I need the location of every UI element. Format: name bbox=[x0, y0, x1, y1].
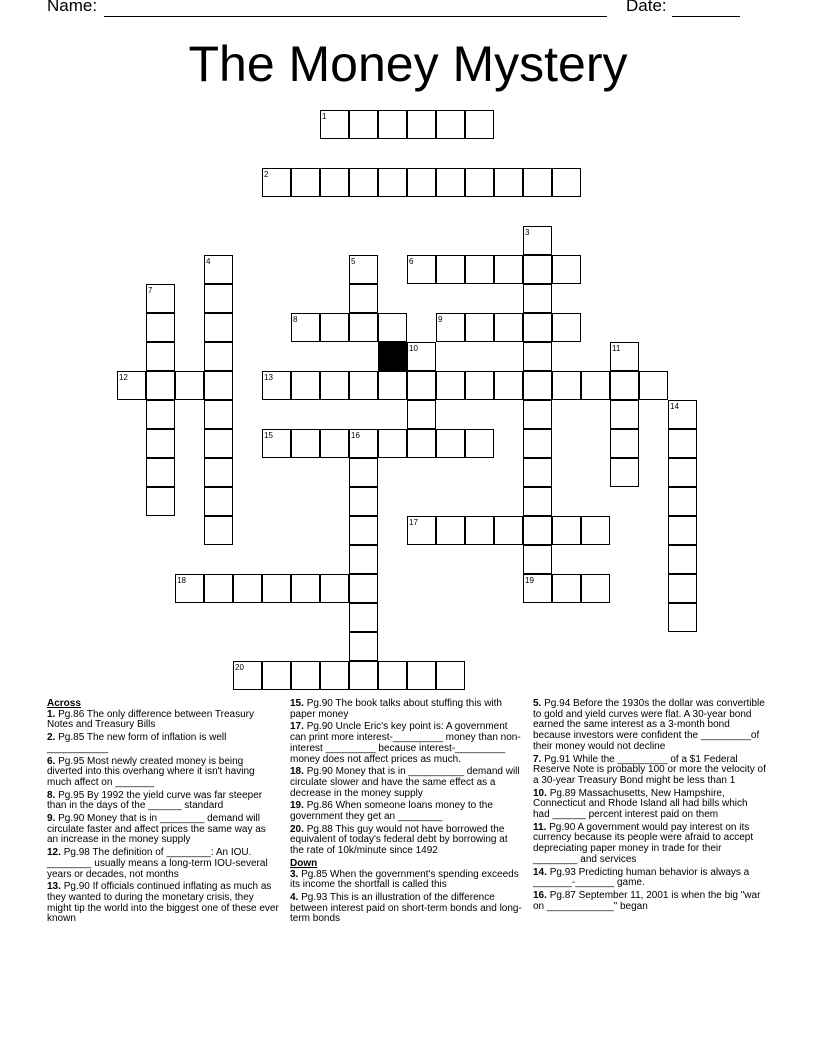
cell-number: 5 bbox=[351, 257, 356, 266]
clue-item bbox=[47, 710, 279, 731]
grid-cell[interactable] bbox=[639, 371, 668, 400]
clue-item bbox=[533, 755, 767, 787]
grid-cell[interactable] bbox=[320, 661, 349, 690]
grid-cell[interactable] bbox=[523, 255, 552, 284]
cell-number: 2 bbox=[264, 170, 269, 179]
grid-cell[interactable] bbox=[581, 574, 610, 603]
grid-cell[interactable] bbox=[349, 458, 378, 487]
grid-cell[interactable] bbox=[581, 371, 610, 400]
grid-cell[interactable] bbox=[494, 516, 523, 545]
down-heading: Down bbox=[290, 857, 318, 869]
grid-cell[interactable] bbox=[610, 371, 639, 400]
cell-number: 15 bbox=[264, 431, 273, 440]
grid-cell[interactable] bbox=[233, 574, 262, 603]
clue-text: Pg.93 Predicting human behavior is always a _______-_______ game. bbox=[533, 866, 750, 889]
clue-number: 18. bbox=[290, 766, 304, 778]
grid-cell[interactable] bbox=[320, 168, 349, 197]
grid-cell[interactable] bbox=[320, 429, 349, 458]
black-cell bbox=[378, 342, 407, 371]
grid-cell[interactable] bbox=[465, 516, 494, 545]
grid-cell[interactable] bbox=[146, 313, 175, 342]
clue-item bbox=[290, 699, 522, 720]
clue-number: 19. bbox=[290, 800, 304, 812]
clue-text: Pg.90 If officials continued inflating as much as they wanted to during the monetary crisis, they might tip the world into the biggest one of these ever known bbox=[47, 881, 279, 925]
grid-cell[interactable] bbox=[146, 458, 175, 487]
clue-text: Pg.90 Money that is in ________ demand will circulate faster and affect prices the same way as an increase in the money supply bbox=[47, 813, 266, 846]
grid-cell[interactable] bbox=[291, 429, 320, 458]
clue-text: Pg.95 Most newly created money is being diverted into this overhang where it isn't having much affect on _______ bbox=[47, 755, 255, 788]
cell-number: 16 bbox=[351, 431, 360, 440]
grid-cell[interactable] bbox=[668, 545, 697, 574]
clue-text: Pg.86 When someone loans money to the government they get an ________ bbox=[290, 800, 493, 823]
grid-cell[interactable] bbox=[465, 255, 494, 284]
clue-column-1 bbox=[47, 699, 279, 927]
grid-cell[interactable] bbox=[146, 342, 175, 371]
clue-text: Pg.88 This guy would not have borrowed the equivalent of today's federal debt by borrowing at the rate of 10k/minute since 1492 bbox=[290, 823, 508, 857]
clue-text: Pg.85 When the government's spending exceeds its income the shortfall is called this bbox=[290, 868, 519, 891]
grid-cell[interactable] bbox=[552, 516, 581, 545]
grid-cell[interactable] bbox=[262, 661, 291, 690]
grid-cell[interactable] bbox=[349, 371, 378, 400]
cell-number: 3 bbox=[525, 228, 530, 237]
grid-cell[interactable] bbox=[407, 400, 436, 429]
clue-number: 17. bbox=[290, 721, 304, 733]
grid-cell[interactable] bbox=[349, 110, 378, 139]
grid-cell[interactable] bbox=[262, 574, 291, 603]
clue-number: 14. bbox=[533, 866, 547, 878]
grid-cell[interactable] bbox=[378, 168, 407, 197]
grid-cell[interactable] bbox=[349, 487, 378, 516]
clue-item bbox=[533, 789, 767, 821]
grid-cell[interactable] bbox=[349, 516, 378, 545]
grid-cell[interactable] bbox=[610, 458, 639, 487]
grid-cell[interactable] bbox=[291, 574, 320, 603]
grid-cell[interactable] bbox=[204, 371, 233, 400]
cell-number: 1 bbox=[322, 112, 327, 121]
clue-item bbox=[533, 868, 767, 889]
grid-cell[interactable] bbox=[523, 516, 552, 545]
grid-cell[interactable] bbox=[494, 255, 523, 284]
grid-cell[interactable] bbox=[523, 342, 552, 371]
grid-cell[interactable] bbox=[523, 400, 552, 429]
grid-cell[interactable] bbox=[146, 429, 175, 458]
clue-item bbox=[533, 823, 767, 866]
cell-number: 7 bbox=[148, 286, 153, 295]
grid-cell[interactable] bbox=[291, 371, 320, 400]
clue-number: 7. bbox=[533, 753, 542, 765]
grid-cell[interactable] bbox=[523, 487, 552, 516]
clue-text: Pg.87 September 11, 2001 is when the big "war on ____________" began bbox=[533, 889, 761, 912]
grid-cell[interactable] bbox=[494, 313, 523, 342]
grid-cell[interactable] bbox=[378, 371, 407, 400]
grid-cell[interactable] bbox=[436, 516, 465, 545]
cell-number: 20 bbox=[235, 663, 244, 672]
clue-item bbox=[290, 825, 522, 857]
clue-text: Pg.90 Money that is in __________ demand will circulate slower and have the same effect as a decrease in the money supply bbox=[290, 766, 520, 799]
grid-cell[interactable] bbox=[465, 168, 494, 197]
cell-number: 9 bbox=[438, 315, 443, 324]
clue-text: Pg.90 The book talks about stuffing this with paper money bbox=[290, 698, 502, 720]
clue-item bbox=[47, 814, 279, 846]
clue-text: Pg.94 Before the 1930s the dollar was convertible to gold and yield curves were flat. A 30-year bond earned the same interest as a 3-month bond because investors were confident the _________of their money would not decline bbox=[533, 698, 765, 752]
grid-cell[interactable] bbox=[523, 458, 552, 487]
grid-cell[interactable] bbox=[523, 545, 552, 574]
grid-cell[interactable] bbox=[349, 313, 378, 342]
clue-number: 6. bbox=[47, 755, 56, 767]
grid-cell[interactable] bbox=[552, 313, 581, 342]
clue-item bbox=[47, 791, 279, 812]
grid-cell[interactable] bbox=[175, 371, 204, 400]
across-heading: Across bbox=[47, 698, 81, 709]
clue-item bbox=[47, 882, 279, 925]
clue-item bbox=[290, 801, 522, 822]
grid-cell[interactable] bbox=[378, 429, 407, 458]
grid-cell[interactable] bbox=[552, 255, 581, 284]
clue-text: Pg.90 A government would pay interest on its currency because its people were afraid to accept depreciating paper money in trade for their ________ and services bbox=[533, 821, 754, 865]
grid-cell[interactable] bbox=[204, 342, 233, 371]
grid-cell[interactable] bbox=[320, 574, 349, 603]
clue-number: 15. bbox=[290, 698, 304, 709]
cell-number: 14 bbox=[670, 402, 679, 411]
grid-cell[interactable] bbox=[581, 516, 610, 545]
clue-item bbox=[47, 848, 279, 880]
cell-number: 12 bbox=[119, 373, 128, 382]
grid-cell[interactable] bbox=[523, 284, 552, 313]
clue-text: Pg.90 Uncle Eric's key point is: A government can print more interest-_________ money than non-interest _________ because interest-_________ money does not affect prices as much. bbox=[290, 721, 521, 765]
grid-cell[interactable] bbox=[204, 284, 233, 313]
clue-item bbox=[290, 767, 522, 799]
grid-cell[interactable] bbox=[610, 400, 639, 429]
cell-number: 8 bbox=[293, 315, 298, 324]
clue-item bbox=[290, 893, 522, 925]
cell-number: 6 bbox=[409, 257, 414, 266]
clue-item bbox=[290, 722, 522, 765]
clue-column-2 bbox=[290, 699, 522, 927]
clue-item bbox=[533, 891, 767, 912]
grid-cell[interactable] bbox=[436, 255, 465, 284]
grid-cell[interactable] bbox=[407, 371, 436, 400]
cell-number: 4 bbox=[206, 257, 211, 266]
grid-cell[interactable] bbox=[349, 632, 378, 661]
grid-cell[interactable] bbox=[204, 516, 233, 545]
grid-cell[interactable] bbox=[349, 661, 378, 690]
grid-cell[interactable] bbox=[610, 429, 639, 458]
clue-text: Pg.91 While the _________ of a $1 Federal Reserve Note is probably 100 or more the velocity of a 30-year Treasury Bond might be less than 1 bbox=[533, 753, 766, 786]
grid-cell[interactable] bbox=[552, 574, 581, 603]
grid-cell[interactable] bbox=[668, 516, 697, 545]
grid-cell[interactable] bbox=[436, 110, 465, 139]
grid-cell[interactable] bbox=[436, 429, 465, 458]
clue-number: 3. bbox=[290, 868, 299, 880]
cell-number: 17 bbox=[409, 518, 418, 527]
grid-cell[interactable] bbox=[204, 458, 233, 487]
grid-cell[interactable] bbox=[291, 168, 320, 197]
grid-cell[interactable] bbox=[349, 284, 378, 313]
grid-cell[interactable] bbox=[407, 661, 436, 690]
grid-cell[interactable] bbox=[465, 313, 494, 342]
grid-cell[interactable] bbox=[204, 400, 233, 429]
clue-text: Pg.85 The new form of inflation is well ___________ bbox=[47, 732, 227, 754]
clue-number: 5. bbox=[533, 698, 542, 709]
grid-cell[interactable] bbox=[204, 487, 233, 516]
cell-number: 19 bbox=[525, 576, 534, 585]
grid-cell[interactable] bbox=[291, 661, 320, 690]
grid-cell[interactable] bbox=[668, 603, 697, 632]
grid-cell[interactable] bbox=[407, 429, 436, 458]
grid-cell[interactable] bbox=[378, 313, 407, 342]
page-title: The Money Mystery bbox=[188, 36, 628, 92]
grid-cell[interactable] bbox=[349, 574, 378, 603]
grid-cell[interactable] bbox=[523, 313, 552, 342]
clue-number: 20. bbox=[290, 823, 304, 835]
grid-cell[interactable] bbox=[552, 371, 581, 400]
grid-cell[interactable] bbox=[407, 168, 436, 197]
clue-text: Pg.95 By 1992 the yield curve was far steeper than in the days of the ______ standard bbox=[47, 789, 263, 812]
clue-number: 13. bbox=[47, 881, 61, 893]
name-label: Name: bbox=[47, 0, 98, 15]
grid-cell[interactable] bbox=[146, 371, 175, 400]
grid-cell[interactable] bbox=[320, 371, 349, 400]
grid-cell[interactable] bbox=[204, 574, 233, 603]
grid-cell[interactable] bbox=[668, 574, 697, 603]
cell-number: 11 bbox=[612, 344, 621, 353]
clue-column-3 bbox=[533, 699, 767, 914]
clue-number: 1. bbox=[47, 708, 56, 720]
clue-text: Pg.86 The only difference between Treasury Notes and Treasury Bills bbox=[47, 708, 254, 731]
grid-cell[interactable] bbox=[523, 371, 552, 400]
clue-number: 12. bbox=[47, 847, 61, 859]
grid-cell[interactable] bbox=[523, 168, 552, 197]
grid-cell[interactable] bbox=[668, 458, 697, 487]
grid-cell[interactable] bbox=[349, 545, 378, 574]
grid-cell[interactable] bbox=[668, 487, 697, 516]
clue-item bbox=[290, 870, 522, 891]
clue-number: 9. bbox=[47, 813, 56, 825]
grid-cell[interactable] bbox=[349, 603, 378, 632]
clue-item bbox=[533, 699, 767, 753]
grid-cell[interactable] bbox=[436, 168, 465, 197]
grid-cell[interactable] bbox=[436, 661, 465, 690]
grid-cell[interactable] bbox=[465, 429, 494, 458]
clue-text: Pg.93 This is an illustration of the difference between interest paid on short-term bonds and long-term bonds bbox=[290, 891, 522, 925]
grid-cell[interactable] bbox=[552, 168, 581, 197]
grid-cell[interactable] bbox=[204, 429, 233, 458]
date-label: Date: bbox=[626, 0, 667, 15]
grid-cell[interactable] bbox=[494, 371, 523, 400]
grid-cell[interactable] bbox=[349, 168, 378, 197]
clue-number: 10. bbox=[533, 787, 547, 799]
cell-number: 10 bbox=[409, 344, 418, 353]
grid-cell[interactable] bbox=[407, 110, 436, 139]
cell-number: 13 bbox=[264, 373, 273, 382]
grid-cell[interactable] bbox=[465, 110, 494, 139]
grid-cell[interactable] bbox=[465, 371, 494, 400]
grid-cell[interactable] bbox=[146, 487, 175, 516]
grid-cell[interactable] bbox=[494, 168, 523, 197]
grid-cell[interactable] bbox=[523, 429, 552, 458]
grid-cell[interactable] bbox=[436, 371, 465, 400]
clue-number: 16. bbox=[533, 889, 547, 901]
grid-cell[interactable] bbox=[204, 313, 233, 342]
clue-text: Pg.98 The definition of ________: An IOU. ________ usually means a long-term IOU-several years or decades, not months bbox=[47, 847, 268, 880]
grid-cell[interactable] bbox=[378, 110, 407, 139]
clue-number: 4. bbox=[290, 891, 299, 903]
clue-number: 11. bbox=[533, 821, 547, 833]
grid-cell[interactable] bbox=[320, 313, 349, 342]
grid-cell[interactable] bbox=[378, 661, 407, 690]
cell-number: 18 bbox=[177, 576, 186, 585]
grid-cell[interactable] bbox=[668, 429, 697, 458]
clue-number: 2. bbox=[47, 732, 56, 744]
clue-item bbox=[47, 757, 279, 789]
clue-number: 8. bbox=[47, 789, 56, 801]
grid-cell[interactable] bbox=[146, 400, 175, 429]
clue-item bbox=[47, 733, 279, 754]
clue-text: Pg.89 Massachusetts, New Hampshire, Connecticut and Rhode Island all had bills which had ______ percent interest paid on them bbox=[533, 787, 748, 821]
